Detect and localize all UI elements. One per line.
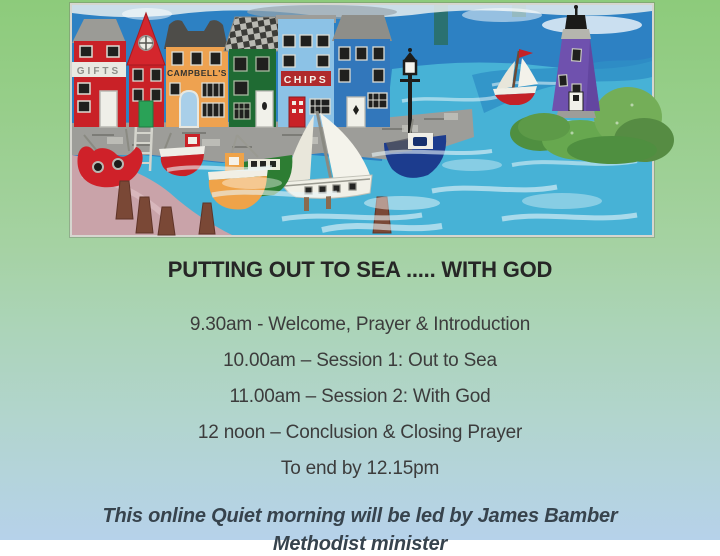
chips-house xyxy=(276,15,336,127)
campbells-house xyxy=(164,20,228,127)
harbor-painting-svg xyxy=(72,5,652,235)
harbor-painting xyxy=(70,3,654,237)
gifts-house xyxy=(72,19,126,127)
footer-minister-line: Methodist minister xyxy=(272,533,448,555)
blue-house xyxy=(332,15,392,127)
schedule-line-3: 11.00am – Session 2: With God xyxy=(229,386,491,407)
gifts-sign: GIFTS xyxy=(76,66,122,77)
schedule xyxy=(0,314,720,494)
campbells-sign: CAMPBELL'S xyxy=(167,68,227,78)
slide-title: PUTTING OUT TO SEA ..... WITH GOD xyxy=(167,257,553,282)
footer-leader-line: This online Quiet morning will be led by James Bamber xyxy=(102,505,618,527)
schedule-line-4: 12 noon – Conclusion & Closing Prayer xyxy=(197,422,523,443)
chips-sign: CHIPS xyxy=(283,74,329,86)
schedule-line-1: 9.30am - Welcome, Prayer & Introduction xyxy=(189,314,531,335)
schedule-line-2: 10.00am – Session 1: Out to Sea xyxy=(223,350,497,371)
schedule-line-5: To end by 12.15pm xyxy=(280,458,440,479)
